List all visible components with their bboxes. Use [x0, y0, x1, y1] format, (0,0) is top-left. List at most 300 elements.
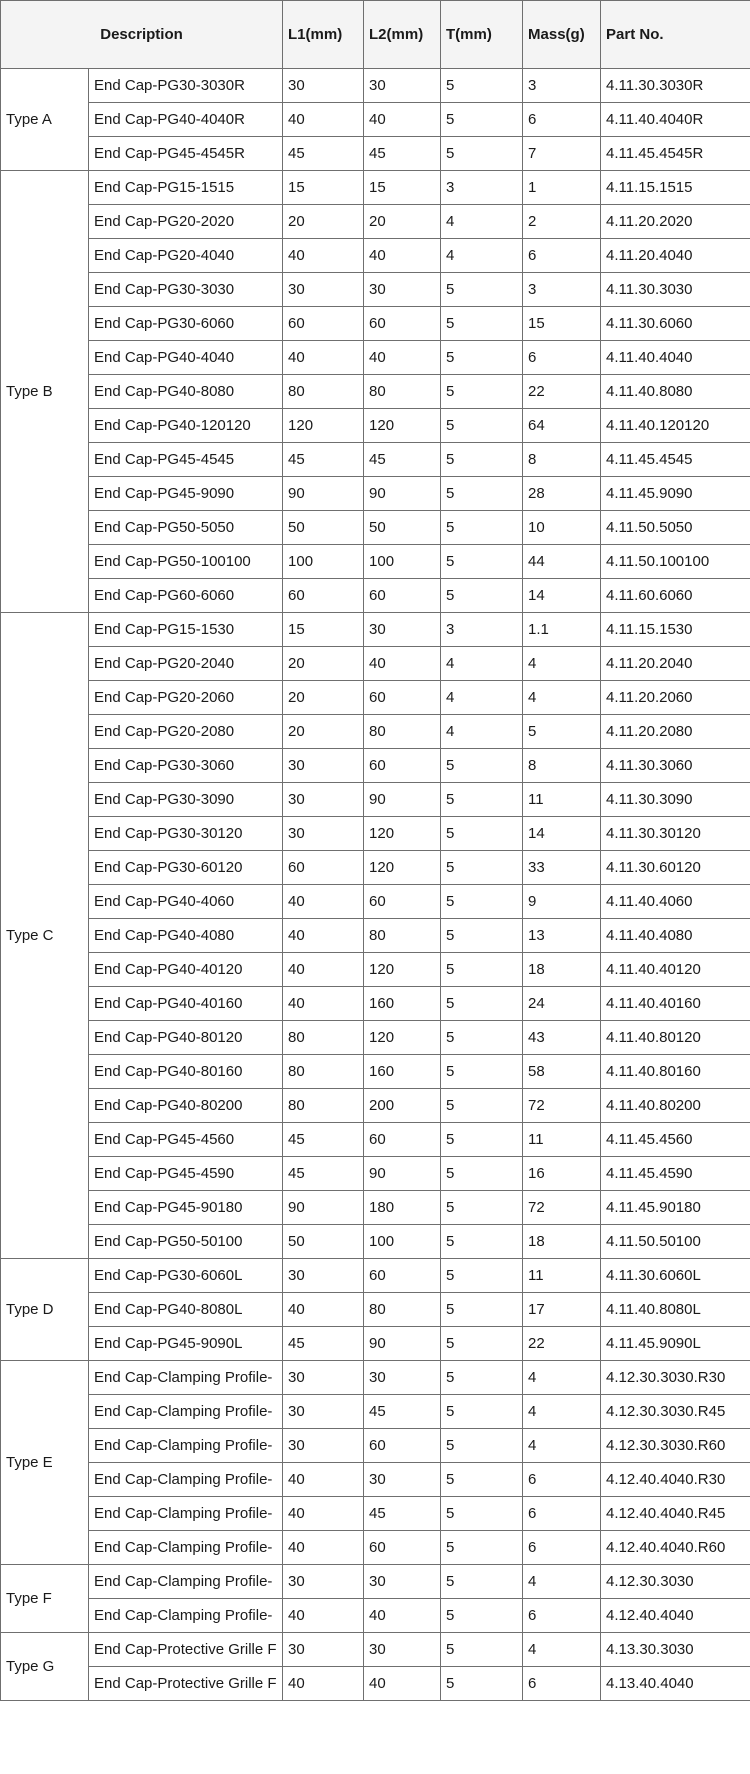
- part-no-cell: 4.11.20.2040: [601, 647, 750, 681]
- table-row: [1, 1021, 750, 1055]
- t-cell: 5: [441, 375, 523, 409]
- l1-cell: 40: [283, 1293, 364, 1327]
- part-no-cell: 4.12.30.3030: [601, 1565, 750, 1599]
- description-cell: End Cap-PG45-4545R: [89, 137, 283, 171]
- description-cell: End Cap-Clamping Profile-: [89, 1531, 283, 1565]
- header-part-no: Part No.: [601, 1, 750, 69]
- t-cell: 5: [441, 749, 523, 783]
- part-no-cell: 4.11.30.3090: [601, 783, 750, 817]
- l2-cell: 100: [364, 545, 441, 579]
- table-row: [1, 273, 750, 307]
- mass-cell: 6: [523, 1599, 601, 1633]
- l1-cell: 30: [283, 1633, 364, 1667]
- l1-cell: 30: [283, 1429, 364, 1463]
- t-cell: 5: [441, 1021, 523, 1055]
- mass-cell: 6: [523, 239, 601, 273]
- part-no-cell: 4.12.40.4040.R45: [601, 1497, 750, 1531]
- l1-cell: 60: [283, 851, 364, 885]
- table-row: [1, 1055, 750, 1089]
- table-row: [1, 1429, 750, 1463]
- l1-cell: 50: [283, 1225, 364, 1259]
- t-cell: 5: [441, 1259, 523, 1293]
- description-cell: End Cap-PG50-100100: [89, 545, 283, 579]
- description-cell: End Cap-PG45-4545: [89, 443, 283, 477]
- l2-cell: 40: [364, 1599, 441, 1633]
- mass-cell: 13: [523, 919, 601, 953]
- mass-cell: 11: [523, 1259, 601, 1293]
- l1-cell: 20: [283, 715, 364, 749]
- description-cell: End Cap-PG40-8080: [89, 375, 283, 409]
- description-cell: End Cap-PG40-4080: [89, 919, 283, 953]
- l2-cell: 90: [364, 477, 441, 511]
- mass-cell: 9: [523, 885, 601, 919]
- part-no-cell: 4.11.40.80200: [601, 1089, 750, 1123]
- l1-cell: 80: [283, 1021, 364, 1055]
- mass-cell: 6: [523, 103, 601, 137]
- description-cell: End Cap-PG45-4590: [89, 1157, 283, 1191]
- table-row: [1, 1123, 750, 1157]
- part-no-cell: 4.11.60.6060: [601, 579, 750, 613]
- l1-cell: 40: [283, 953, 364, 987]
- l2-cell: 200: [364, 1089, 441, 1123]
- l1-cell: 60: [283, 307, 364, 341]
- table-row: [1, 477, 750, 511]
- type-cell: Type G: [1, 1633, 89, 1701]
- part-no-cell: 4.11.45.4590: [601, 1157, 750, 1191]
- mass-cell: 6: [523, 1531, 601, 1565]
- description-cell: End Cap-PG50-5050: [89, 511, 283, 545]
- part-no-cell: 4.12.40.4040.R60: [601, 1531, 750, 1565]
- mass-cell: 18: [523, 953, 601, 987]
- table-row: [1, 1531, 750, 1565]
- part-no-cell: 4.11.30.60120: [601, 851, 750, 885]
- description-cell: End Cap-PG20-4040: [89, 239, 283, 273]
- t-cell: 5: [441, 1497, 523, 1531]
- l2-cell: 90: [364, 1327, 441, 1361]
- part-no-cell: 4.11.50.5050: [601, 511, 750, 545]
- table-row: [1, 443, 750, 477]
- l2-cell: 40: [364, 341, 441, 375]
- l2-cell: 120: [364, 817, 441, 851]
- mass-cell: 28: [523, 477, 601, 511]
- mass-cell: 2: [523, 205, 601, 239]
- t-cell: 5: [441, 1565, 523, 1599]
- table-row: [1, 1633, 750, 1667]
- table-row: [1, 1191, 750, 1225]
- description-cell: End Cap-PG15-1530: [89, 613, 283, 647]
- description-cell: End Cap-PG45-4560: [89, 1123, 283, 1157]
- table-row: [1, 817, 750, 851]
- l1-cell: 15: [283, 171, 364, 205]
- description-cell: End Cap-PG30-3030R: [89, 69, 283, 103]
- t-cell: 5: [441, 545, 523, 579]
- l2-cell: 120: [364, 409, 441, 443]
- t-cell: 5: [441, 1089, 523, 1123]
- table-row: [1, 1157, 750, 1191]
- l1-cell: 30: [283, 817, 364, 851]
- mass-cell: 6: [523, 1667, 601, 1701]
- t-cell: 5: [441, 307, 523, 341]
- type-cell: Type F: [1, 1565, 89, 1633]
- l2-cell: 80: [364, 919, 441, 953]
- t-cell: 5: [441, 851, 523, 885]
- l2-cell: 60: [364, 1259, 441, 1293]
- mass-cell: 4: [523, 1395, 601, 1429]
- part-no-cell: 4.11.30.3030R: [601, 69, 750, 103]
- l1-cell: 30: [283, 273, 364, 307]
- t-cell: 5: [441, 477, 523, 511]
- t-cell: 5: [441, 443, 523, 477]
- mass-cell: 72: [523, 1191, 601, 1225]
- description-cell: End Cap-PG30-30120: [89, 817, 283, 851]
- t-cell: 5: [441, 1157, 523, 1191]
- type-cell: Type B: [1, 171, 89, 613]
- l1-cell: 30: [283, 749, 364, 783]
- mass-cell: 4: [523, 681, 601, 715]
- part-no-cell: 4.11.40.120120: [601, 409, 750, 443]
- l2-cell: 40: [364, 103, 441, 137]
- mass-cell: 43: [523, 1021, 601, 1055]
- part-no-cell: 4.11.50.50100: [601, 1225, 750, 1259]
- l2-cell: 45: [364, 443, 441, 477]
- mass-cell: 6: [523, 1463, 601, 1497]
- l1-cell: 90: [283, 477, 364, 511]
- l1-cell: 40: [283, 987, 364, 1021]
- table-row: [1, 103, 750, 137]
- l1-cell: 120: [283, 409, 364, 443]
- l2-cell: 90: [364, 783, 441, 817]
- part-no-cell: 4.11.45.90180: [601, 1191, 750, 1225]
- table-row: [1, 1497, 750, 1531]
- description-cell: End Cap-Clamping Profile-: [89, 1497, 283, 1531]
- description-cell: End Cap-PG45-9090: [89, 477, 283, 511]
- part-no-cell: 4.13.40.4040: [601, 1667, 750, 1701]
- t-cell: 4: [441, 205, 523, 239]
- part-no-cell: 4.11.30.6060: [601, 307, 750, 341]
- description-cell: End Cap-Clamping Profile-: [89, 1429, 283, 1463]
- part-no-cell: 4.11.30.6060L: [601, 1259, 750, 1293]
- table-row: [1, 1293, 750, 1327]
- l1-cell: 30: [283, 1259, 364, 1293]
- t-cell: 5: [441, 1599, 523, 1633]
- l1-cell: 30: [283, 1361, 364, 1395]
- description-cell: End Cap-Clamping Profile-: [89, 1599, 283, 1633]
- part-no-cell: 4.11.30.30120: [601, 817, 750, 851]
- mass-cell: 4: [523, 647, 601, 681]
- l1-cell: 90: [283, 1191, 364, 1225]
- l1-cell: 20: [283, 647, 364, 681]
- table-row: [1, 1395, 750, 1429]
- mass-cell: 58: [523, 1055, 601, 1089]
- description-cell: End Cap-PG40-40120: [89, 953, 283, 987]
- part-no-cell: 4.11.30.3030: [601, 273, 750, 307]
- t-cell: 5: [441, 919, 523, 953]
- description-cell: End Cap-PG40-40160: [89, 987, 283, 1021]
- description-cell: End Cap-PG45-90180: [89, 1191, 283, 1225]
- l2-cell: 60: [364, 749, 441, 783]
- l1-cell: 40: [283, 239, 364, 273]
- description-cell: End Cap-PG30-6060L: [89, 1259, 283, 1293]
- mass-cell: 3: [523, 69, 601, 103]
- l1-cell: 30: [283, 1565, 364, 1599]
- mass-cell: 8: [523, 749, 601, 783]
- header-mass: Mass(g): [523, 1, 601, 69]
- t-cell: 5: [441, 273, 523, 307]
- l2-cell: 80: [364, 715, 441, 749]
- table-row: [1, 1327, 750, 1361]
- l2-cell: 60: [364, 307, 441, 341]
- l2-cell: 30: [364, 273, 441, 307]
- type-cell: Type C: [1, 613, 89, 1259]
- table-row: [1, 579, 750, 613]
- description-cell: End Cap-Clamping Profile-: [89, 1463, 283, 1497]
- type-cell: Type A: [1, 69, 89, 171]
- part-no-cell: 4.11.20.2080: [601, 715, 750, 749]
- t-cell: 5: [441, 817, 523, 851]
- table-row: [1, 511, 750, 545]
- description-cell: End Cap-PG30-3090: [89, 783, 283, 817]
- type-cell: Type D: [1, 1259, 89, 1361]
- t-cell: 5: [441, 1361, 523, 1395]
- mass-cell: 6: [523, 1497, 601, 1531]
- t-cell: 5: [441, 1531, 523, 1565]
- l1-cell: 100: [283, 545, 364, 579]
- description-cell: End Cap-PG60-6060: [89, 579, 283, 613]
- part-no-cell: 4.11.45.9090: [601, 477, 750, 511]
- mass-cell: 11: [523, 783, 601, 817]
- table-row: [1, 919, 750, 953]
- l1-cell: 45: [283, 443, 364, 477]
- mass-cell: 4: [523, 1361, 601, 1395]
- t-cell: 5: [441, 1429, 523, 1463]
- t-cell: 5: [441, 1123, 523, 1157]
- mass-cell: 1: [523, 171, 601, 205]
- description-cell: End Cap-PG30-3060: [89, 749, 283, 783]
- description-cell: End Cap-PG20-2080: [89, 715, 283, 749]
- t-cell: 5: [441, 1055, 523, 1089]
- mass-cell: 44: [523, 545, 601, 579]
- part-no-cell: 4.11.15.1530: [601, 613, 750, 647]
- l2-cell: 30: [364, 69, 441, 103]
- type-cell: Type E: [1, 1361, 89, 1565]
- description-cell: End Cap-PG30-6060: [89, 307, 283, 341]
- table-body: [1, 69, 750, 1701]
- l1-cell: 45: [283, 1327, 364, 1361]
- table-row: [1, 137, 750, 171]
- table-row: [1, 1225, 750, 1259]
- l2-cell: 120: [364, 1021, 441, 1055]
- part-no-cell: 4.12.30.3030.R30: [601, 1361, 750, 1395]
- part-no-cell: 4.12.40.4040.R30: [601, 1463, 750, 1497]
- part-no-cell: 4.11.40.80120: [601, 1021, 750, 1055]
- l1-cell: 45: [283, 137, 364, 171]
- t-cell: 4: [441, 681, 523, 715]
- table-row: [1, 1361, 750, 1395]
- l1-cell: 80: [283, 1089, 364, 1123]
- l2-cell: 60: [364, 885, 441, 919]
- mass-cell: 10: [523, 511, 601, 545]
- mass-cell: 15: [523, 307, 601, 341]
- t-cell: 3: [441, 171, 523, 205]
- table-row: [1, 885, 750, 919]
- l2-cell: 100: [364, 1225, 441, 1259]
- description-cell: End Cap-PG20-2060: [89, 681, 283, 715]
- l1-cell: 30: [283, 69, 364, 103]
- mass-cell: 7: [523, 137, 601, 171]
- l1-cell: 15: [283, 613, 364, 647]
- table-row: [1, 239, 750, 273]
- t-cell: 5: [441, 69, 523, 103]
- l2-cell: 60: [364, 1123, 441, 1157]
- mass-cell: 33: [523, 851, 601, 885]
- table-row: [1, 545, 750, 579]
- header-l2: L2(mm): [364, 1, 441, 69]
- t-cell: 5: [441, 1327, 523, 1361]
- t-cell: 5: [441, 409, 523, 443]
- mass-cell: 22: [523, 1327, 601, 1361]
- l1-cell: 45: [283, 1157, 364, 1191]
- table-row: [1, 987, 750, 1021]
- description-cell: End Cap-PG40-120120: [89, 409, 283, 443]
- l1-cell: 30: [283, 1395, 364, 1429]
- description-cell: End Cap-PG30-3030: [89, 273, 283, 307]
- description-cell: End Cap-PG15-1515: [89, 171, 283, 205]
- table-row: [1, 375, 750, 409]
- table-row: [1, 1599, 750, 1633]
- table-row: [1, 69, 750, 103]
- mass-cell: 4: [523, 1429, 601, 1463]
- mass-cell: 72: [523, 1089, 601, 1123]
- description-cell: End Cap-PG40-80200: [89, 1089, 283, 1123]
- l2-cell: 20: [364, 205, 441, 239]
- t-cell: 5: [441, 579, 523, 613]
- mass-cell: 16: [523, 1157, 601, 1191]
- t-cell: 5: [441, 953, 523, 987]
- l1-cell: 40: [283, 341, 364, 375]
- t-cell: 5: [441, 1225, 523, 1259]
- table-row: [1, 171, 750, 205]
- l1-cell: 40: [283, 103, 364, 137]
- table-header-row: [1, 1, 750, 69]
- l1-cell: 60: [283, 579, 364, 613]
- l2-cell: 30: [364, 613, 441, 647]
- description-cell: End Cap-PG40-4040R: [89, 103, 283, 137]
- part-no-cell: 4.12.30.3030.R60: [601, 1429, 750, 1463]
- table-row: [1, 1667, 750, 1701]
- table-row: [1, 851, 750, 885]
- mass-cell: 14: [523, 579, 601, 613]
- part-no-cell: 4.12.30.3030.R45: [601, 1395, 750, 1429]
- part-no-cell: 4.11.40.40160: [601, 987, 750, 1021]
- l2-cell: 80: [364, 375, 441, 409]
- header-description: Description: [1, 1, 283, 69]
- mass-cell: 18: [523, 1225, 601, 1259]
- table-row: [1, 307, 750, 341]
- l2-cell: 45: [364, 137, 441, 171]
- table-row: [1, 647, 750, 681]
- part-no-cell: 4.11.40.8080: [601, 375, 750, 409]
- l2-cell: 120: [364, 953, 441, 987]
- l1-cell: 40: [283, 1463, 364, 1497]
- l2-cell: 40: [364, 647, 441, 681]
- l1-cell: 20: [283, 205, 364, 239]
- l2-cell: 45: [364, 1497, 441, 1531]
- part-no-cell: 4.11.45.4545: [601, 443, 750, 477]
- description-cell: End Cap-PG20-2040: [89, 647, 283, 681]
- l1-cell: 80: [283, 375, 364, 409]
- part-no-cell: 4.11.30.3060: [601, 749, 750, 783]
- part-no-cell: 4.13.30.3030: [601, 1633, 750, 1667]
- table-row: [1, 1259, 750, 1293]
- l2-cell: 90: [364, 1157, 441, 1191]
- l1-cell: 40: [283, 1599, 364, 1633]
- table-row: [1, 613, 750, 647]
- part-no-cell: 4.11.40.4080: [601, 919, 750, 953]
- l2-cell: 60: [364, 1531, 441, 1565]
- part-no-cell: 4.11.40.80160: [601, 1055, 750, 1089]
- mass-cell: 1.1: [523, 613, 601, 647]
- t-cell: 4: [441, 239, 523, 273]
- t-cell: 5: [441, 1633, 523, 1667]
- l2-cell: 30: [364, 1463, 441, 1497]
- l2-cell: 50: [364, 511, 441, 545]
- t-cell: 5: [441, 987, 523, 1021]
- description-cell: End Cap-PG20-2020: [89, 205, 283, 239]
- table-row: [1, 681, 750, 715]
- t-cell: 5: [441, 511, 523, 545]
- l2-cell: 60: [364, 1429, 441, 1463]
- l2-cell: 40: [364, 1667, 441, 1701]
- part-no-cell: 4.11.50.100100: [601, 545, 750, 579]
- t-cell: 5: [441, 885, 523, 919]
- t-cell: 3: [441, 613, 523, 647]
- mass-cell: 24: [523, 987, 601, 1021]
- t-cell: 5: [441, 137, 523, 171]
- l2-cell: 160: [364, 1055, 441, 1089]
- description-cell: End Cap-PG50-50100: [89, 1225, 283, 1259]
- part-no-cell: 4.11.20.4040: [601, 239, 750, 273]
- table-row: [1, 715, 750, 749]
- description-cell: End Cap-PG45-9090L: [89, 1327, 283, 1361]
- l1-cell: 40: [283, 919, 364, 953]
- part-no-cell: 4.11.40.4040R: [601, 103, 750, 137]
- description-cell: End Cap-PG40-4040: [89, 341, 283, 375]
- mass-cell: 4: [523, 1565, 601, 1599]
- mass-cell: 22: [523, 375, 601, 409]
- part-no-cell: 4.12.40.4040: [601, 1599, 750, 1633]
- table-row: [1, 953, 750, 987]
- description-cell: End Cap-Protective Grille F: [89, 1633, 283, 1667]
- l2-cell: 30: [364, 1633, 441, 1667]
- mass-cell: 17: [523, 1293, 601, 1327]
- l2-cell: 120: [364, 851, 441, 885]
- header-t: T(mm): [441, 1, 523, 69]
- description-cell: End Cap-Protective Grille F: [89, 1667, 283, 1701]
- part-no-cell: 4.11.45.4545R: [601, 137, 750, 171]
- l1-cell: 40: [283, 1531, 364, 1565]
- part-no-cell: 4.11.20.2060: [601, 681, 750, 715]
- l1-cell: 80: [283, 1055, 364, 1089]
- part-no-cell: 4.11.40.40120: [601, 953, 750, 987]
- mass-cell: 5: [523, 715, 601, 749]
- description-cell: End Cap-PG40-80160: [89, 1055, 283, 1089]
- l1-cell: 40: [283, 1497, 364, 1531]
- l2-cell: 15: [364, 171, 441, 205]
- part-no-cell: 4.11.40.4060: [601, 885, 750, 919]
- mass-cell: 6: [523, 341, 601, 375]
- header-l1: L1(mm): [283, 1, 364, 69]
- table-row: [1, 1565, 750, 1599]
